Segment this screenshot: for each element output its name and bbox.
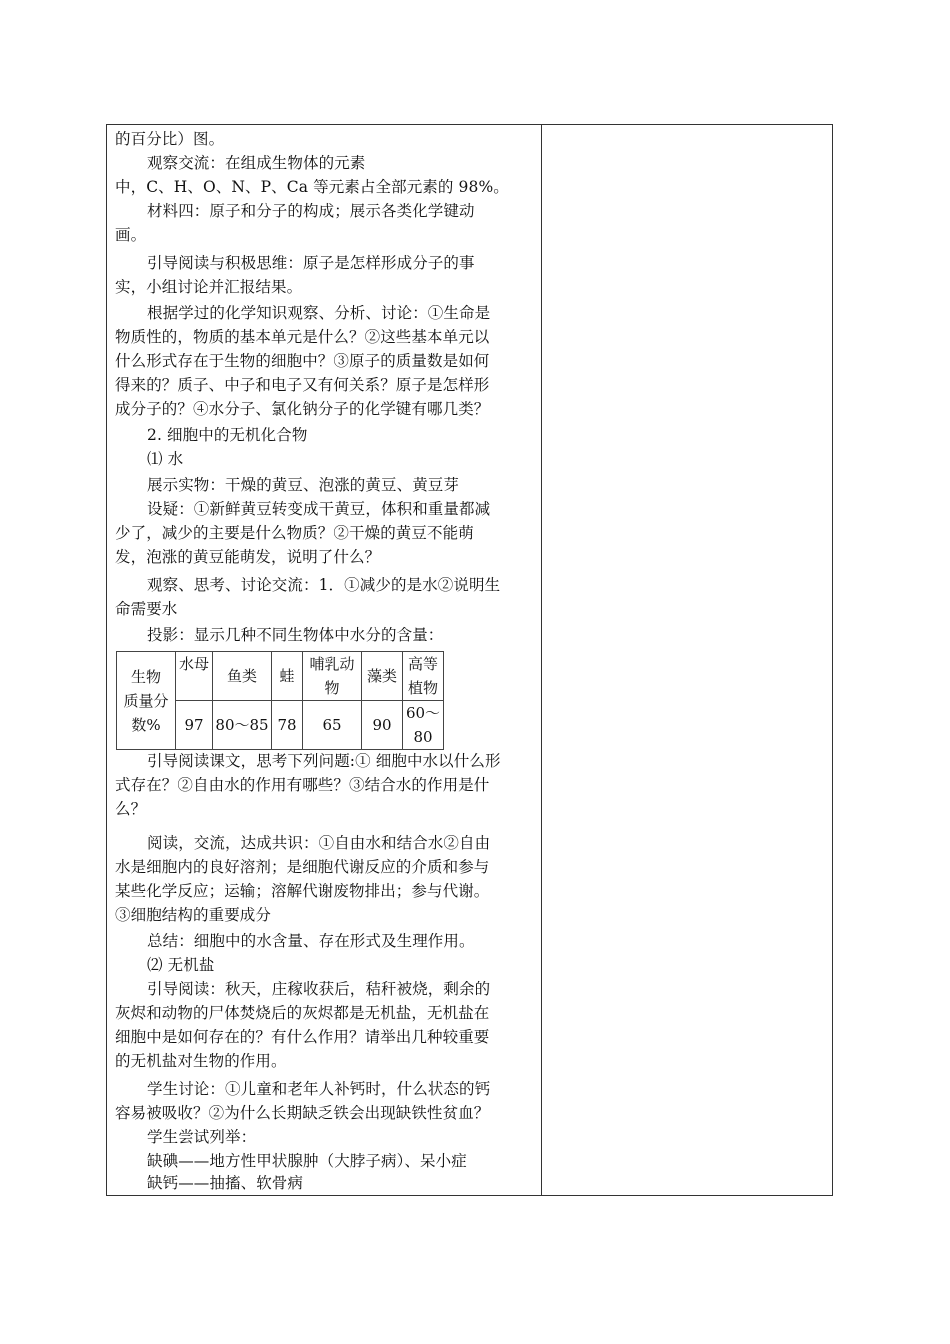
- text-line: 总结：细胞中的水含量、存在形式及生理作用。: [147, 932, 475, 950]
- text-line: 投影：显示几种不同生物体中水分的含量：: [147, 626, 444, 644]
- text-line: 的无机盐对生物的作用。: [115, 1052, 287, 1070]
- text-line: 某些化学反应；运输；溶解代谢废物排出；参与代谢。: [115, 882, 490, 900]
- header-cell: 高等植物: [403, 652, 444, 701]
- section-heading: 2. 细胞中的无机化合物: [147, 426, 308, 444]
- text-line: 少了，减少的主要是什么物质？②干燥的黄豆不能萌: [115, 524, 474, 542]
- text-line: 根据学过的化学知识观察、分析、讨论：①生命是: [147, 304, 491, 322]
- text-line: 式存在？②自由水的作用有哪些？③结合水的作用是什: [115, 776, 490, 794]
- text-line: 物质性的，物质的基本单元是什么？②这些基本单元以: [115, 328, 490, 346]
- text-line: 中，C、H、O、N、P、Ca 等元素占全部元素的 98%。: [115, 178, 509, 196]
- text-line: 学生尝试列举：: [147, 1128, 257, 1146]
- header-cell: 哺乳动物: [303, 652, 362, 701]
- notes-column: [542, 125, 832, 1195]
- text-line: 观察、思考、讨论交流：1．①减少的是水②说明生: [147, 576, 501, 594]
- content-column: [107, 125, 542, 1195]
- value-cell: 60～80: [403, 701, 444, 750]
- value-cell: 97: [176, 701, 213, 750]
- text-line: 实，小组讨论并汇报结果。: [115, 278, 303, 296]
- text-line: 的百分比）图。: [115, 130, 225, 148]
- text-line: 灰烬和动物的尸体焚烧后的灰烬都是无机盐，无机盐在: [115, 1004, 490, 1022]
- text-line: 引导阅读课文，思考下列问题:① 细胞中水以什么形: [147, 752, 501, 770]
- text-line: 引导阅读与积极思维：原子是怎样形成分子的事: [147, 254, 475, 272]
- text-line: 展示实物：干燥的黄豆、泡涨的黄豆、黄豆芽: [147, 476, 460, 494]
- text-line: 引导阅读：秋天，庄稼收获后，秸秆被烧，剩余的: [147, 980, 491, 998]
- text-line: 画。: [115, 226, 147, 244]
- text-line: 什么形式存在于生物的细胞中？③原子的质量数是如何: [115, 352, 490, 370]
- row-header-text: 数%: [131, 715, 161, 734]
- water-content-table: [116, 651, 444, 750]
- subsection-heading: ⑴ 水: [147, 450, 184, 468]
- text-line: 观察交流：在组成生物体的元素: [147, 154, 366, 172]
- text-line: ③细胞结构的重要成分: [115, 906, 272, 924]
- text-line: 阅读，交流，达成共识：①自由水和结合水②自由: [147, 834, 491, 852]
- value-cell: 65: [303, 701, 362, 750]
- text-line: 么？: [115, 800, 147, 818]
- text-line: 发，泡涨的黄豆能萌发，说明了什么？: [115, 548, 381, 566]
- lesson-table: [106, 124, 833, 1196]
- value-cell: 78: [272, 701, 303, 750]
- row-header-cell: [117, 652, 176, 750]
- header-cell: 蛙: [272, 652, 303, 701]
- text-line: 材料四：原子和分子的构成；展示各类化学键动: [147, 202, 475, 220]
- text-line: 容易被吸收？②为什么长期缺乏铁会出现缺铁性贫血？: [115, 1104, 490, 1122]
- text-line: 得来的？质子、中子和电子又有何关系？原子是怎样形: [115, 376, 490, 394]
- text-line: 缺碘——地方性甲状腺肿（大脖子病）、呆小症: [147, 1152, 467, 1170]
- row-header-text: 生物: [130, 667, 161, 686]
- text-line: 命需要水: [115, 600, 178, 618]
- header-cell: 水母: [176, 652, 213, 701]
- text-line: 水是细胞内的良好溶剂；是细胞代谢反应的介质和参与: [115, 858, 490, 876]
- text-line: 缺钙——抽搐、软骨病: [147, 1174, 304, 1192]
- text-line: 学生讨论：①儿童和老年人补钙时，什么状态的钙: [147, 1080, 491, 1098]
- subsection-heading: ⑵ 无机盐: [147, 956, 215, 974]
- row-header-text: 质量分: [123, 691, 169, 710]
- text-line: 设疑：①新鲜黄豆转变成干黄豆，体积和重量都减: [147, 500, 491, 518]
- header-cell: 鱼类: [213, 652, 272, 701]
- header-cell: 藻类: [362, 652, 403, 701]
- text-line: 成分子的？④水分子、氯化钠分子的化学键有哪几类？: [115, 400, 490, 418]
- text-line: 细胞中是如何存在的？有什么作用？请举出几种较重要: [115, 1028, 490, 1046]
- value-cell: 80～85: [213, 701, 272, 750]
- value-cell: 90: [362, 701, 403, 750]
